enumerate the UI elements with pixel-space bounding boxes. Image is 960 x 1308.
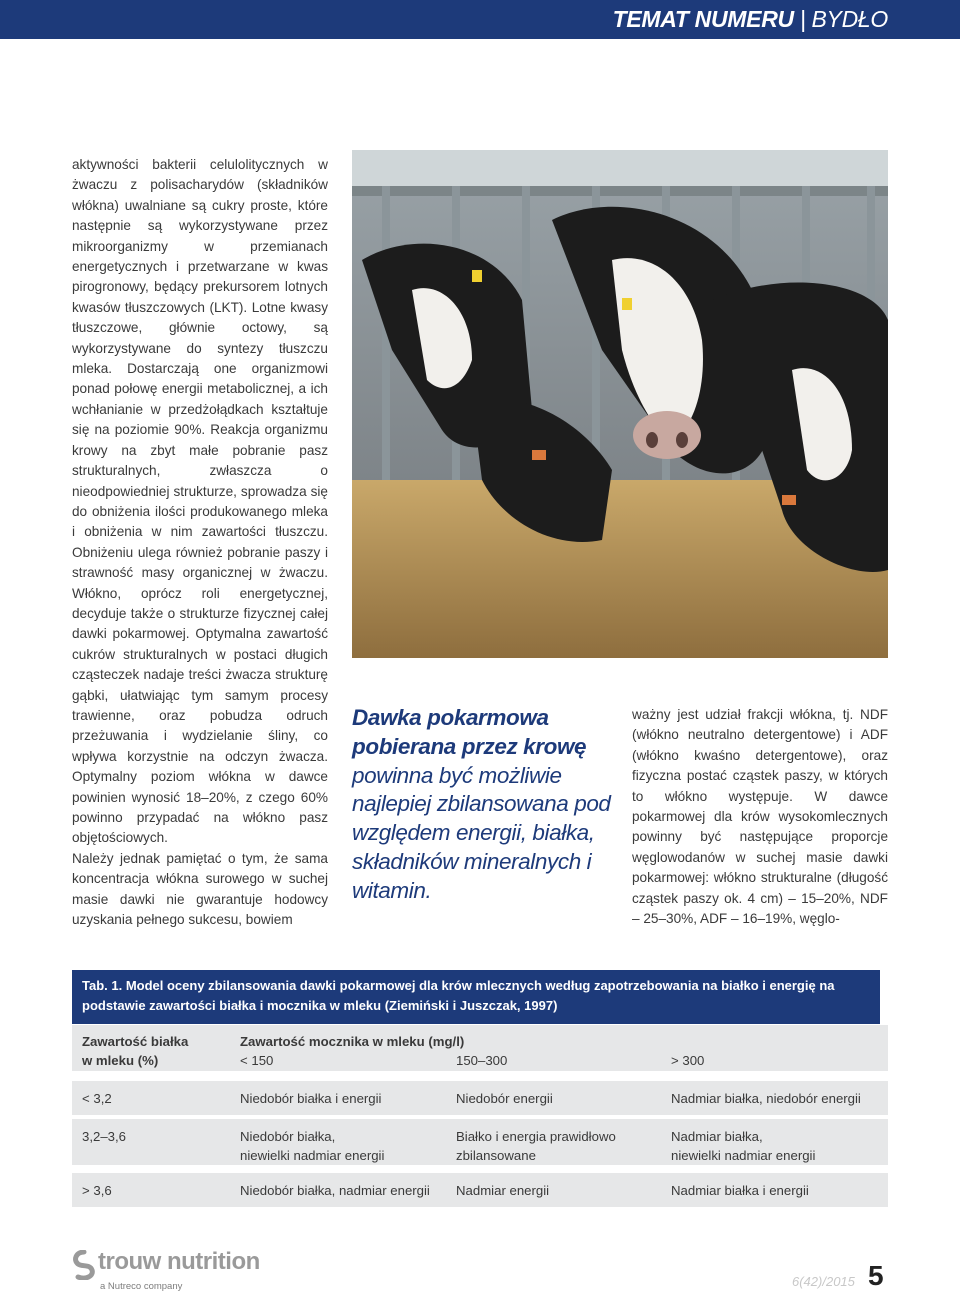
table-cell: Nadmiar białka, niedobór energii [671,1091,861,1106]
header-protein-line1: Zawartość białka [82,1034,189,1049]
article-paragraph: aktywności bakterii celulolitycznych w żwaczu z polisacharydów (składników włókna) uwalniane są cukry proste, które następnie są wykorzystywane przez mikroorganizmy w przemianach energetycznych i przetwarzane w kwas pirogronowy, będący prekursorem lotnych kwasów tłuszczowych (LKT). Lotne kwasy tłuszczowe, głównie octowy, są wykorzystywane do syntezy tłuszczu mleka. Dostarczają one organizmowi ponad połowę energii metabolicznej, a ich wchłanianie w przedżołądkach kształtuje się na poziomie 90%. Reakcja organizmu krowy na zbyt małe pobranie pasz strukturalnych, zwłaszcza o nieodpowiedniej strukturze, sprowadza się do obniżenia ilości produkowanego mleka i obniżenia w nim zawartości tłuszczu. Obniżeniu ulega również pobranie paszy i strawność masy organicznej w żwaczu. Włókno, oprócz roli energetycznej, decyduje także o strukturze fizycznej całej dawki pokarmowej. Optymalna zawartość cukrów strukturalnych w postaci długich cząsteczek nadaje treści żwacza strukturę gąbki, ułatwiając tym samym procesy trawienne, oraz pobudza odruch przeżuwania i wydzielanie śliny, co wpływa korzystnie na odczyn żwacza. Optymalny poziom włókna w dawce powinien wynosić 18–20%, z czego 60% powinno przypadać na włókno pasz objętościowych. [72,157,328,846]
table-cell: Niedobór energii [456,1091,553,1106]
table-cell: Niedobór białka i energii [240,1091,382,1106]
cell-line: niewielki nadmiar energii [240,1148,385,1163]
row-label: 3,2–3,6 [82,1129,126,1144]
logo-swirl-icon [72,1250,96,1280]
section-topic: BYDŁO [811,6,888,32]
article-right-column [632,705,888,929]
header-urea-low: < 150 [240,1053,274,1068]
row-label: > 3,6 [82,1183,112,1198]
pull-quote [352,704,614,906]
table-row [72,1173,888,1207]
table-header-row [72,1025,888,1071]
table-cell [240,1127,384,1165]
article-paragraph: ważny jest udział frakcji włókna, tj. NDF (włókno neutralno detergentowe) i ADF (włókno kwaśno detergentowe), oraz fizyczna postać cząstek paszy, w których to włókno występuje. W dawce pokarmowej dla krów wysokomlecznych powinny być następujące proporcje węglowodanów w suchej masie dawki pokarmowej: włókno strukturalne (długość cząstek paszy ok. 4 cm) – 15–20%, NDF – 25–30%, ADF – 16–19%, węglo- [632,707,888,927]
logo-wordmark: trouw nutrition [98,1248,260,1275]
cell-line: Nadmiar białka, [671,1129,763,1144]
section-title: TEMAT NUMERU [612,6,794,32]
table-cell: Nadmiar energii [456,1183,550,1198]
row-label: < 3,2 [82,1091,112,1106]
cell-line: Białko i energia prawidłowo [456,1129,616,1144]
logo-tagline: a Nutreco company [100,1281,183,1292]
header-urea-high: > 300 [671,1053,705,1068]
table-row [72,1119,888,1165]
table-cell [456,1127,616,1165]
header-protein-content [82,1032,232,1070]
pull-quote-bold: Dawka pokarmowa pobierana przez krowę [352,705,587,759]
header-urea-mid: 150–300 [456,1053,508,1068]
table-cell [671,1127,815,1165]
cell-line: niewielki nadmiar energii [671,1148,816,1163]
cell-line: Niedobór białka, [240,1129,336,1144]
table-caption: Tab. 1. Model oceny zbilansowania dawki pokarmowej dla krów mlecznych według zapotrzebowania na białko i energię na podstawie zawartości białka i mocznika w mleku (Ziemiński i Juszczak, 1997) [72,970,880,1024]
article-left-column [72,155,328,930]
table-cell: Nadmiar białka i energii [671,1183,809,1198]
table-cell: Niedobór białka, nadmiar energii [240,1183,430,1198]
header-urea-content: Zawartość mocznika w mleku (mg/l) [240,1034,465,1049]
cows-feeding-photo [352,150,888,658]
trouw-nutrition-logo [72,1248,272,1296]
article-paragraph: Należy jednak pamiętać o tym, że sama koncentracja włókna surowego w suchej masie dawki nie gwarantuje hodowcy uzyskania pełnego sukcesu, bowiem [72,850,328,928]
header-protein-line2: w mleku (%) [82,1053,159,1068]
table-row [72,1081,888,1115]
cell-line: zbilansowane [456,1148,536,1163]
issue-number: 6(42)/2015 [792,1274,855,1289]
section-header [613,0,888,39]
pull-quote-text: powinna być możliwie najlepiej zbilansowana pod względem energii, białka, składników mineralnych i witamin. [352,762,611,903]
header-separator: | [799,6,806,32]
page-number: 5 [868,1260,884,1291]
